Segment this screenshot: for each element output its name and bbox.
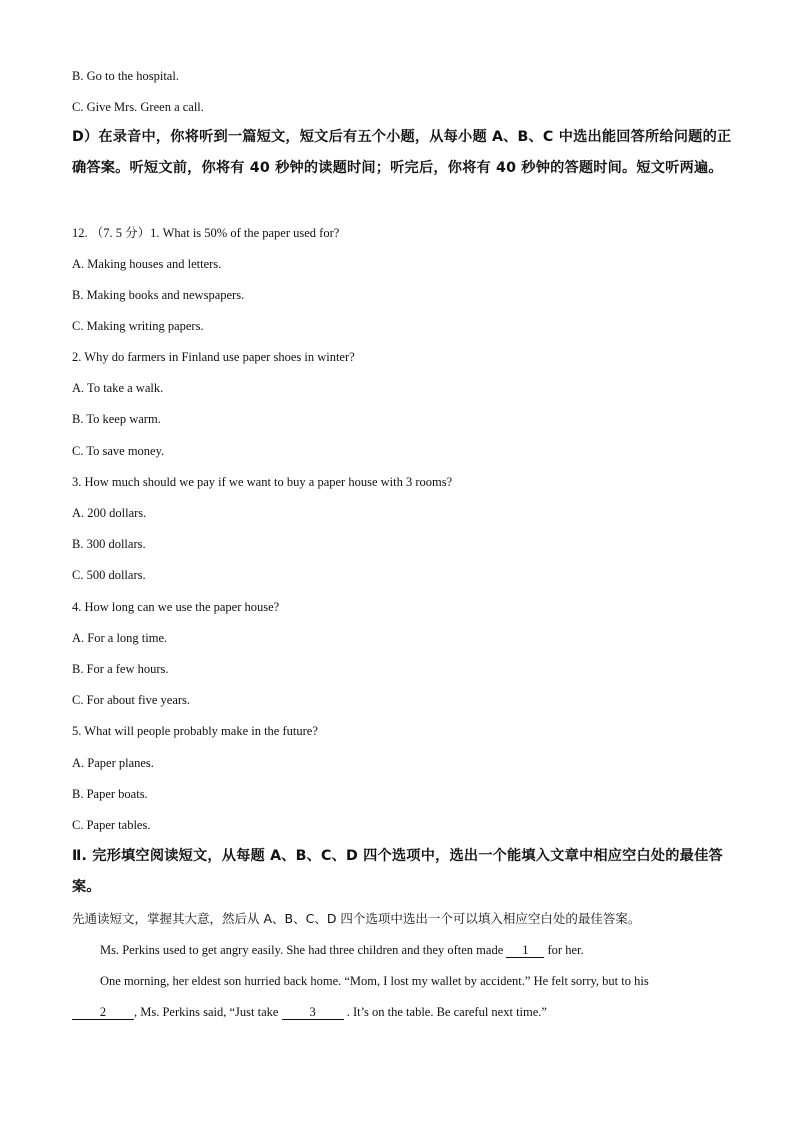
passage-text: , Ms. Perkins said, “Just take bbox=[134, 1005, 282, 1019]
passage-paragraph-2-line-1: One morning, her eldest son hurried back home. “Mom, I lost my wallet by accident.” He felt sorry, but to his bbox=[100, 974, 649, 988]
blank-1: 1 bbox=[506, 943, 544, 958]
q4-option-b: B. For a few hours. bbox=[72, 662, 169, 676]
q3-option-c: C. 500 dollars. bbox=[72, 568, 146, 582]
q5-option-a: A. Paper planes. bbox=[72, 756, 154, 770]
option-b-hospital: B. Go to the hospital. bbox=[72, 69, 179, 83]
q3-question: 3. How much should we pay if we want to buy a paper house with 3 rooms? bbox=[72, 475, 453, 489]
passage-paragraph-1 bbox=[100, 942, 584, 958]
passage-text: for her. bbox=[544, 943, 584, 957]
q5-option-b: B. Paper boats. bbox=[72, 787, 148, 801]
q3-option-a: A. 200 dollars. bbox=[72, 506, 147, 520]
q4-option-a: A. For a long time. bbox=[72, 631, 168, 645]
q1-option-b: B. Making books and newspapers. bbox=[72, 288, 245, 302]
q1-option-c: C. Making writing papers. bbox=[72, 319, 204, 333]
cloze-instruction: 先通读短文，掌握其大意，然后从 A、B、C、D 四个选项中选出一个可以填入相应空白处的最佳答案。 bbox=[72, 911, 641, 926]
blank-3: 3 bbox=[282, 1005, 344, 1020]
passage-text: . It’s on the table. Be careful next time.” bbox=[343, 1005, 547, 1019]
q2-question: 2. Why do farmers in Finland use paper shoes in winter? bbox=[72, 350, 355, 364]
q5-question: 5. What will people probably make in the future? bbox=[72, 724, 318, 738]
option-c-call: C. Give Mrs. Green a call. bbox=[72, 100, 204, 114]
passage-text: Ms. Perkins used to get angry easily. She had three children and they often made bbox=[100, 943, 507, 957]
q2-option-b: B. To keep warm. bbox=[72, 412, 161, 426]
q2-option-c: C. To save money. bbox=[72, 444, 165, 458]
q2-option-a: A. To take a walk. bbox=[72, 381, 164, 395]
q3-option-b: B. 300 dollars. bbox=[72, 537, 146, 551]
q1-option-a: A. Making houses and letters. bbox=[72, 257, 222, 271]
q4-question: 4. How long can we use the paper house? bbox=[72, 600, 280, 614]
q4-option-c: C. For about five years. bbox=[72, 693, 191, 707]
passage-paragraph-2-line-2 bbox=[72, 1004, 547, 1020]
q5-option-c: C. Paper tables. bbox=[72, 818, 151, 832]
question-12-label: 12. （7. 5 分）1. What is 50% of the paper used for? bbox=[72, 226, 340, 240]
blank-2: 2 bbox=[72, 1005, 134, 1020]
section-d-heading: D）在录音中，你将听到一篇短文，短文后有五个小题，从每小题 A、B、C 中选出能回答所给问题的正确答案。听短文前，你将有 40 秒钟的读题时间；听完后，你将有 40 秒钟的答题时间。短文听两遍。 bbox=[72, 129, 732, 176]
section-ii-heading: Ⅱ. 完形填空阅读短文，从每题 A、B、C、D 四个选项中，选出一个能填入文章中相应空白处的最佳答案。 bbox=[72, 848, 723, 895]
